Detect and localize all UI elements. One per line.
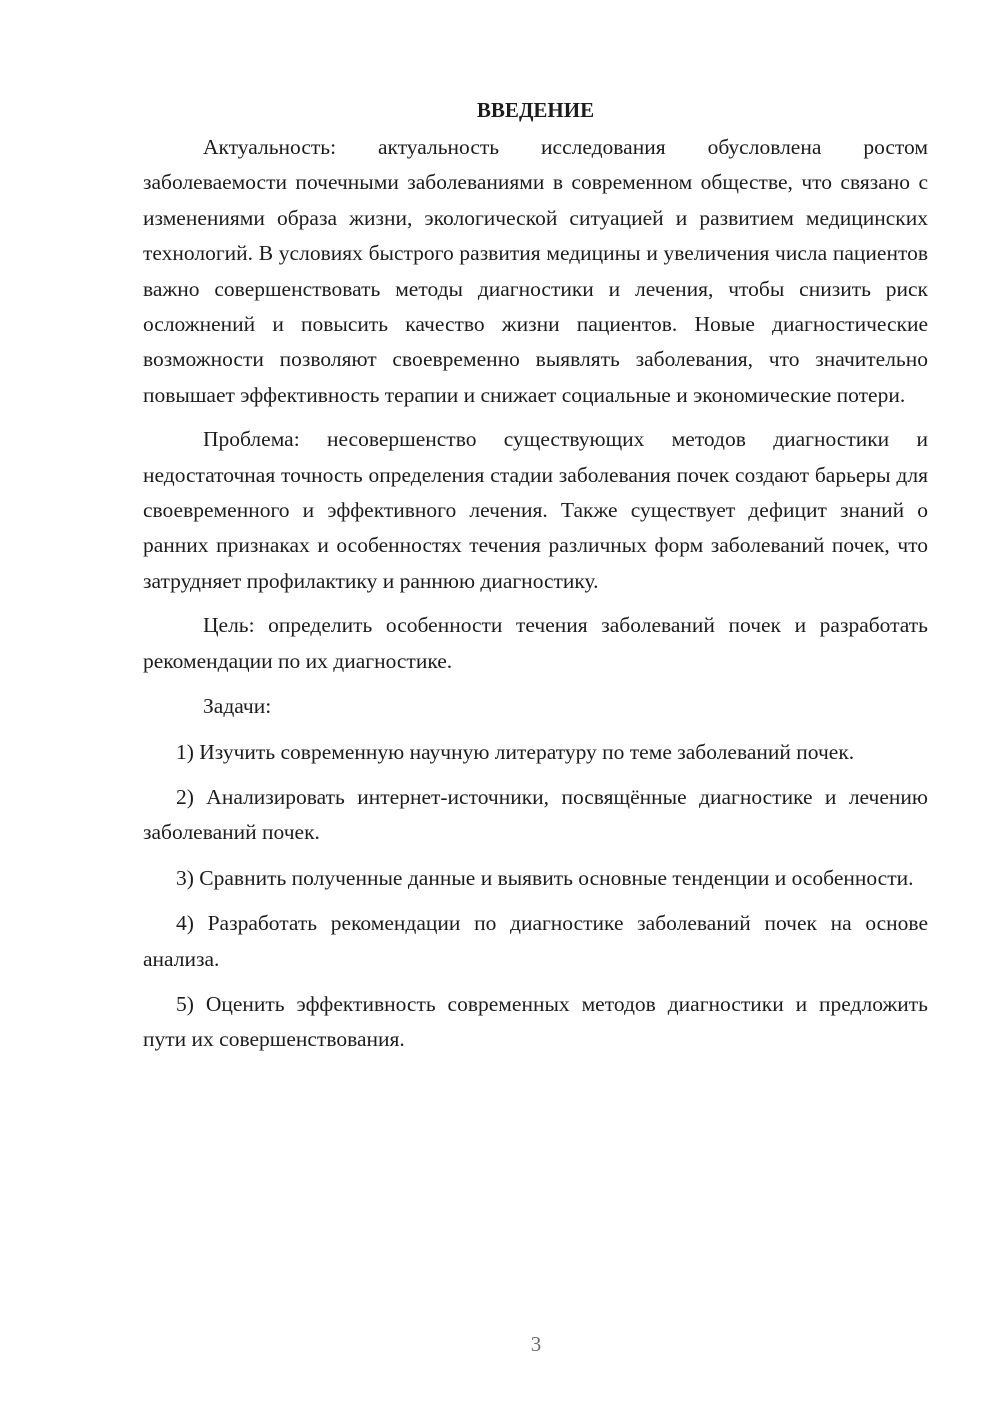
- task-item: 1) Изучить современную научную литературу по теме заболеваний почек.: [176, 739, 855, 764]
- task-item: 3) Сравнить полученные данные и выявить основные тенденции и особенности.: [176, 865, 914, 890]
- task-item: 5) Оценить эффективность современных методов диагностики и предложить пути их совершенствования.: [143, 991, 928, 1052]
- section-title: ВВЕДЕНИЕ: [476, 98, 595, 122]
- page-content: [143, 92, 928, 1058]
- tasks-heading: Задачи:: [203, 694, 272, 719]
- page-number: 3: [530, 1332, 542, 1356]
- goal-paragraph: Цель: определить особенности течения заболеваний почек и разработать рекомендации по их диагностике.: [143, 613, 928, 673]
- problem-paragraph: Проблема: несовершенство существующих методов диагностики и недостаточная точность определения стадии заболевания почек создают барьеры для своевременного и эффективного лечения. Также существует дефицит знаний о ранних признаках и особенностях течения различных форм заболеваний почек, что затрудняет профилактику и раннюю диагностику.: [143, 427, 928, 593]
- task-item: 2) Анализировать интернет-источники, посвящённые диагностике и лечению заболеваний почек.: [143, 784, 928, 845]
- relevance-paragraph: Актуальность: актуальность исследования обусловлена ростом заболеваемости почечными заболеваниями в современном обществе, что связано с изменениями образа жизни, экологической ситуацией и развитием медицинских технологий. В условиях быстрого развития медицины и увеличения числа пациентов важно совершенствовать методы диагностики и лечения, чтобы снизить риск осложнений и повысить качество жизни пациентов. Новые диагностические возможности позволяют своевременно выявлять заболевания, что значительно повышает эффективность терапии и снижает социальные и экономические потери.: [143, 135, 928, 407]
- task-item: 4) Разработать рекомендации по диагностике заболеваний почек на основе анализа.: [143, 911, 928, 971]
